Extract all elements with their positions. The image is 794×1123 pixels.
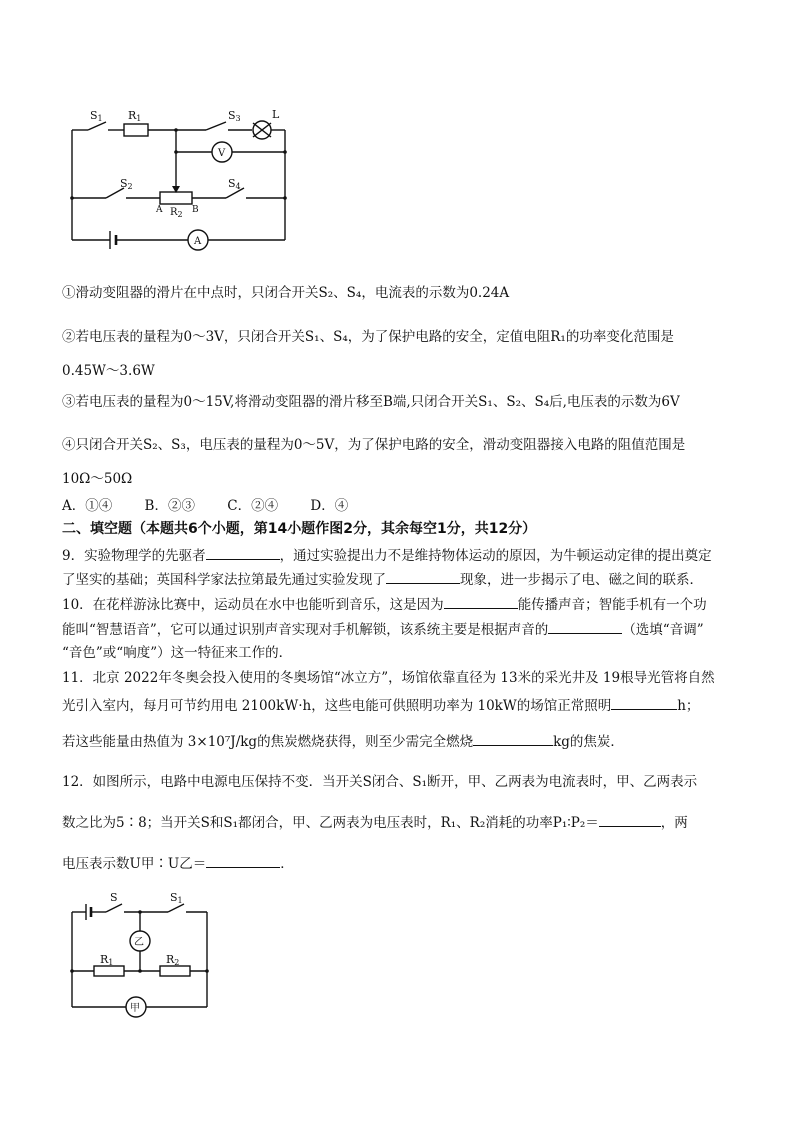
resistor-r2 <box>160 966 190 976</box>
svg-text:S3: S3 <box>228 109 241 123</box>
q8-option-4-cont: 10Ω～50Ω <box>62 471 133 487</box>
switch-s <box>106 904 122 912</box>
q12-line-2: 数之比为5∶8；当开关S和S₁都闭合，甲、乙两表为电压表时，R₁、R₂消耗的功率P₁∶P₂＝ ，两 <box>62 812 688 832</box>
q8-option-3: ③若电压表的量程为0～15V,将滑动变阻器的滑片移至B端,只闭合开关S₁、S₂、S₄后,电压表的示数为6V <box>62 394 680 410</box>
svg-text:L: L <box>272 108 280 121</box>
q10-line-1: 10．在花样游泳比赛中，运动员在水中也能听到音乐，这是因为 能传播声音；智能手机有一个功 <box>62 594 707 614</box>
switch-s1 <box>168 904 184 912</box>
choice-c[interactable]: C．②④ <box>227 498 279 514</box>
q8-option-1: ①滑动变阻器的滑片在中点时，只闭合开关S₂、S₄，电流表的示数为0.24A <box>62 285 510 301</box>
q11-line-1: 11．北京 2022年冬奥会投入使用的冬奥场馆“冰立方”，场馆依靠直径为 13米的采光井及 19根导光管将自然 <box>62 670 715 686</box>
svg-text:R2: $R_2$ <box>170 207 183 219</box>
choice-a[interactable]: A．①④ <box>62 498 113 514</box>
svg-text:A: A <box>156 205 163 215</box>
q8-option-2: ②若电压表的量程为0～3V，只闭合开关S₁、S₄，为了保护电路的安全，定值电阻R₁的功率变化范围是 <box>62 329 674 345</box>
q8-option-4: ④只闭合开关S₂、S₃，电压表的量程为0～5V，为了保护电路的安全，滑动变阻器接入电路的阻值范围是 <box>62 437 686 453</box>
svg-text:B: B <box>192 205 199 215</box>
svg-text:S4: S4 <box>228 177 241 191</box>
q9-line-2: 了坚实的基础；英国科学家法拉第最先通过实验发现了 现象，进一步揭示了电、磁之间的联系． <box>62 569 703 589</box>
svg-text:R1: R1 <box>128 109 142 123</box>
svg-text:S1: S1 <box>170 891 183 905</box>
q8-option-2-cont: 0.45W～3.6W <box>62 363 155 379</box>
svg-text:S: S <box>110 891 118 904</box>
q11-line-2: 光引入室内，每月可节约用电 2100kW·h，这些电能可供照明功率为 10kW的场馆正常照明 h； <box>62 695 699 715</box>
q9-line-1: 9．实验物理学的先驱者 ，通过实验提出力不是维持物体运动的原因，为牛顿运动定律的提出奠定 <box>62 545 712 565</box>
q10-line-3: “音色”或“响度”）这一特征来工作的． <box>62 645 293 661</box>
choice-d[interactable]: D．④ <box>310 498 349 514</box>
svg-text:R1: R1 <box>100 953 114 967</box>
svg-text:乙: 乙 <box>134 937 144 948</box>
q12-line-1: 12．如图所示，电路中电源电压保持不变．当开关S闭合、S₁断开，甲、乙两表为电流表时，甲、乙两表示 <box>62 774 698 790</box>
section-2-title: 二、填空题（本题共6个小题，第14小题作图2分，其余每空1分，共12分） <box>62 521 537 537</box>
svg-text:S2: S2 <box>120 177 133 191</box>
resistor-r1 <box>94 966 124 976</box>
q11-line-3: 若这些能量由热值为 3×10⁷J/kg的焦炭燃烧获得，则至少需完全燃烧 kg的焦炭． <box>62 731 624 751</box>
q10-line-2: 能叫“智慧语音”，它可以通过识别声音实现对手机解锁，该系统主要是根据声音的 （选填“音调” <box>62 619 704 639</box>
q12-line-3: 电压表示数U甲∶U乙＝ ． <box>62 853 294 873</box>
svg-text:A: A <box>194 236 202 247</box>
svg-text:R2: R2 <box>166 953 180 967</box>
choice-b[interactable]: B．②③ <box>144 498 195 514</box>
svg-text:甲: 甲 <box>130 1003 140 1014</box>
svg-text:V: V <box>218 148 226 159</box>
svg-text:S1: S1 <box>90 109 103 123</box>
